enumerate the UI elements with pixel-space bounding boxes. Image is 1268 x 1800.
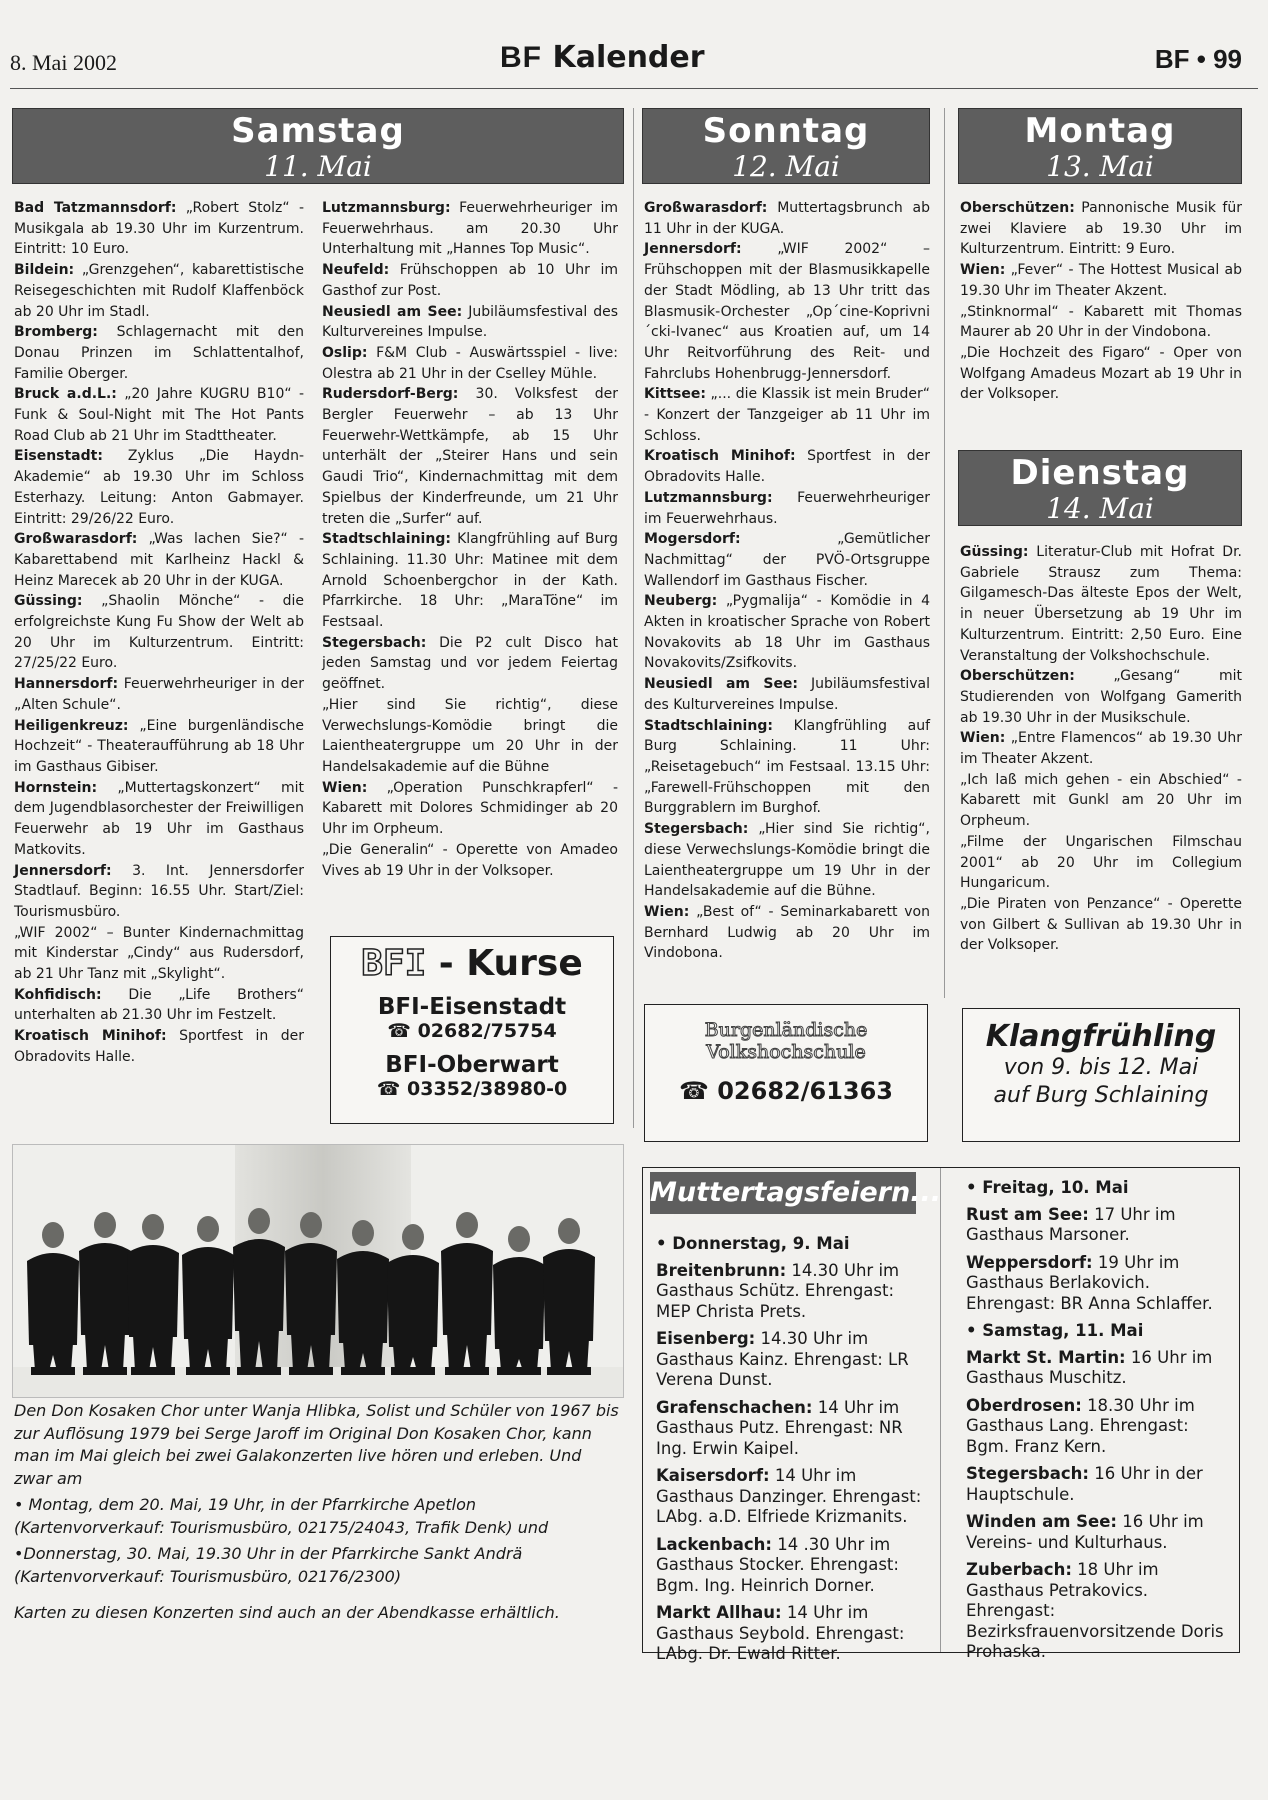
event-entry xyxy=(322,343,618,384)
event-place: Bruck a.d.L.: xyxy=(14,386,117,403)
event-text: „WIF 2002“ – Bunter Kindernachmittag mit Kinderstar „Cindy“ aus Rudersdorf, ab 21 Uhr Tanz mit „Skylight“. xyxy=(14,924,304,983)
caption-footer: Karten zu diesen Konzerten sind auch an der Abendkasse erhältlich. xyxy=(14,1603,560,1622)
event-entry xyxy=(960,894,1242,956)
event-place: Oberschützen: xyxy=(960,200,1075,216)
event-text: Sportfest in der Obradovits Halle. xyxy=(644,448,930,486)
event-text: „Muttertagskonzert“ mit dem Jugendblasorchester der Freiwilligen Feuerwehr ab 19 Uhr im Gasthaus Matkovits. xyxy=(14,779,305,858)
event-entry xyxy=(644,239,930,384)
event-text: 17 Uhr im Gasthaus Marsoner. xyxy=(966,1204,1176,1244)
banner-samstag xyxy=(12,108,624,184)
event-place: Wien: xyxy=(644,903,690,920)
event-text: 14.30 Uhr im Gasthaus Kainz. Ehrengast: LR Verena Dunst. xyxy=(656,1329,909,1389)
event-entry xyxy=(966,1348,1228,1389)
event-entry xyxy=(14,923,304,985)
event-entry xyxy=(656,1535,924,1597)
klang-dates: von 9. bis 12. Mai xyxy=(1003,1055,1199,1080)
event-entry xyxy=(322,695,618,778)
event-text: 18 Uhr im Gasthaus Petrakovics. Ehrengast: Bezirksfrauenvorsitzende Doris Prohaska. xyxy=(966,1560,1224,1661)
event-place: Markt Allhau: xyxy=(656,1603,782,1622)
date-heading: • Samstag, 11. Mai xyxy=(966,1321,1144,1340)
event-entry xyxy=(14,384,304,446)
bfi-city-eisenstadt: BFI-Eisenstadt xyxy=(377,994,567,1020)
event-entry xyxy=(14,1026,304,1067)
event-place: Großwarasdorf: xyxy=(644,200,768,216)
event-entry xyxy=(966,1464,1228,1505)
event-text: „Hier sind Sie richtig“, diese Verwechslungs-Komödie bringt die Laientheatergruppe um 19 Uhr in der Handelsakademie auf die Bühne. xyxy=(644,821,930,900)
event-place: Jennersdorf: xyxy=(14,862,112,879)
event-entry xyxy=(644,446,930,487)
issue-date: 8. Mai 2002 xyxy=(10,50,117,75)
event-entry xyxy=(656,1398,924,1460)
caption-text: Den Don Kosaken Chor unter Wanja Hlibka, Solist und Schüler von 1967 bis zur Auflösung 1979 bei Serge Jaroff im Original Don Kosaken Chor, kann man im Mai gleich bei zwei Galakonzerten live hören und erleben. Und zwar am xyxy=(14,1401,619,1488)
event-entry xyxy=(644,198,930,239)
event-place: Hannersdorf: xyxy=(14,676,119,693)
banner-day: Dienstag xyxy=(1010,453,1190,493)
event-place: Lutzmannsburg: xyxy=(644,489,773,506)
banner-date: 13. Mai xyxy=(1046,150,1154,183)
event-place: Kroatisch Minihof: xyxy=(14,1028,167,1045)
event-entry xyxy=(322,633,618,695)
page-number-value: 99 xyxy=(1213,44,1242,74)
event-entry xyxy=(14,446,304,529)
klang-title: Klangfrühling xyxy=(985,1019,1217,1054)
event-place: Oslip: xyxy=(322,344,368,361)
event-entry xyxy=(14,591,304,674)
event-place: Jennersdorf: xyxy=(644,241,742,258)
event-place: Neusiedl am See: xyxy=(322,303,463,320)
muttertag-column-rule xyxy=(940,1168,941,1652)
event-entry xyxy=(656,1466,924,1528)
event-text: Feuerwehrheuriger im Feuerwehrhaus. am 20.30 Uhr Unterhaltung mit „Hannes Top Music“. xyxy=(322,200,619,258)
event-place: Stegersbach: xyxy=(966,1464,1089,1483)
event-entry xyxy=(960,343,1242,405)
page-number xyxy=(1155,44,1242,75)
event-entry xyxy=(960,542,1242,666)
event-place: Neufeld: xyxy=(322,262,390,279)
vhs-name-line: Volkshochschule xyxy=(706,1041,866,1063)
banner-date: 14. Mai xyxy=(1046,492,1154,525)
event-text: 16 Uhr in der Hauptschule. xyxy=(966,1464,1203,1504)
event-place: Wien: xyxy=(322,779,368,796)
event-place: Mogersdorf: xyxy=(644,531,741,548)
banner-day: Montag xyxy=(1024,111,1176,151)
montag-column xyxy=(960,198,1242,405)
event-text: 14 Uhr im Gasthaus Putz. Ehrengast: NR Ing. Erwin Kaipel. xyxy=(656,1397,903,1458)
event-place: Rudersdorf-Berg: xyxy=(322,386,459,403)
event-text: 14.30 Uhr im Gasthaus Schütz. Ehrengast: MEP Christa Prets. xyxy=(656,1260,900,1321)
event-entry xyxy=(960,728,1242,769)
muttertag-title: Muttertagsfeiern... xyxy=(650,1172,916,1214)
event-place: Rust am See: xyxy=(966,1204,1089,1224)
event-text: 14 .30 Uhr im Gasthaus Stocker. Ehrengast: Bgm. Ing. Heinrich Dorner. xyxy=(656,1534,899,1595)
event-entry xyxy=(322,384,618,529)
event-entry xyxy=(14,260,304,322)
event-entry xyxy=(966,1205,1228,1246)
event-entry xyxy=(14,985,304,1026)
event-place: Großwarasdorf: xyxy=(14,531,138,548)
event-place: Stadtschlaining: xyxy=(644,717,773,734)
column-rule xyxy=(633,108,634,1128)
event-text: „Operation Punschkrapferl“ - Kabarett mit Dolores Schmidinger ab 20 Uhr im Orpheum. xyxy=(322,779,619,838)
muttertag-column-1 xyxy=(656,1228,924,1672)
event-text: „Shaolin Mönche“ - die erfolgreichste Kung Fu Show der Welt ab 20 Uhr im Kulturzentrum. Eintritt: 27/25/22 Euro. xyxy=(14,593,305,672)
event-place: Lackenbach: xyxy=(656,1534,772,1554)
event-place: Kaisersdorf: xyxy=(656,1466,770,1485)
event-text: 19 Uhr im Gasthaus Berlakovich. Ehrengast: BR Anna Schlaffer. xyxy=(966,1252,1213,1313)
photo-caption xyxy=(14,1400,624,1629)
event-text: Jubiläumsfestival des Kulturvereines Impulse. xyxy=(644,676,930,713)
event-entry xyxy=(14,716,304,778)
event-text: „Die Generalin“ - Operette von Amadeo Vives ab 19 Uhr in der Volksoper. xyxy=(322,841,618,879)
event-place: Weppersdorf: xyxy=(966,1252,1093,1272)
event-place: Kohfidisch: xyxy=(14,986,102,1003)
dienstag-column xyxy=(960,542,1242,956)
event-entry xyxy=(14,674,304,715)
event-text: „Stinknormal“ - Kabarett mit Thomas Maurer ab 20 Uhr in der Vindobona. xyxy=(960,303,1242,341)
phone-number: 02682/61363 xyxy=(717,1077,893,1105)
event-entry xyxy=(322,529,618,633)
event-text: 30. Volksfest der Bergler Feuerwehr – ab 13 Uhr Feuerwehr-Wettkämpfe, ab 15 Uhr unterhält der „Steirer Hans und sein Gaudi Trio“, Kindernachmittag mit dem Spielbus der Kinderfreunde, um 21 Uhr treten die „Surfer“ auf. xyxy=(322,386,618,527)
caption-bullet-apetlon: • Montag, dem 20. Mai, 19 Uhr, in der Pfarrkirche Apetlon (Kartenvorverkauf: Tourismusbüro, 02175/24043, Trafik Denk) und xyxy=(14,1495,549,1537)
event-text: „Was lachen Sie?“ - Kabarettabend mit Karlheinz Hackl & Heinz Marecek ab 20 Uhr in der KUGA. xyxy=(14,531,304,589)
event-place: Neusiedl am See: xyxy=(644,676,799,693)
event-entry xyxy=(656,1329,924,1391)
event-text: „WIF 2002“ – Frühschoppen mit der Blasmusikkapelle der Stadt Mödling, ab 13 Uhr tritt das Blasmusik-Orchester „Op´cine-Koprivni´cki-Ivanec“ aus Kroatien auf, um 14 Uhr Reitvorführung des Reit- und Fahrclubs Hohenbrugg-Jennersdorf. xyxy=(644,241,930,382)
event-text: „20 Jahre KUGRU B10“ - Funk & Soul-Night mit The Hot Pants Road Club ab 21 Uhr im Stadttheater. xyxy=(14,386,305,444)
event-place: Stegersbach: xyxy=(322,634,427,651)
event-entry xyxy=(966,1560,1228,1663)
event-text: 18.30 Uhr im Gasthaus Lang. Ehrengast: Bgm. Franz Kern. xyxy=(966,1395,1195,1456)
banner-day: Samstag xyxy=(231,111,405,151)
bfi-phone-oberwart xyxy=(331,1078,613,1100)
event-text: Muttertagsbrunch ab 11 Uhr in der KUGA. xyxy=(644,200,930,237)
event-place: Wien: xyxy=(960,262,1006,279)
event-place: Bromberg: xyxy=(14,324,98,341)
event-text: Die „Life Brothers“ unterhalten ab 21.30 Uhr im Festzelt. xyxy=(14,986,304,1024)
event-place: Winden am See: xyxy=(966,1512,1118,1531)
page-separator: • xyxy=(1196,44,1206,74)
event-entry xyxy=(960,302,1242,343)
event-place: Güssing: xyxy=(960,544,1029,560)
section-title-text: Kalender xyxy=(552,40,705,75)
event-text: „Gemütlicher Nachmittag“ der PVÖ-Ortsgruppe Wallendorf im Gasthaus Fischer. xyxy=(644,531,930,589)
event-place: Hornstein: xyxy=(14,779,98,796)
phone-number: 02682/75754 xyxy=(417,1020,557,1042)
event-entry xyxy=(644,591,930,674)
event-entry xyxy=(644,384,930,446)
date-heading: • Freitag, 10. Mai xyxy=(966,1178,1129,1197)
bf-logo: BF xyxy=(500,41,542,74)
banner-date: 12. Mai xyxy=(732,150,840,183)
event-text: Pannonische Musik für zwei Klaviere ab 19.30 Uhr im Kulturzentrum. Eintritt: 9 Euro. xyxy=(960,200,1242,258)
bfi-title xyxy=(331,943,613,984)
event-entry xyxy=(14,861,304,923)
event-entry xyxy=(322,778,618,840)
event-text: „Best of“ - Seminarkabarett von Bernhard Ludwig ab 20 Uhr im Vindobona. xyxy=(644,903,930,962)
event-text: Zyklus „Die Haydn-Akademie“ ab 19.30 Uhr im Schloss Esterhazy. Leitung: Anton Gabmayer. Eintritt: 29/26/22 Euro. xyxy=(14,448,304,527)
event-text: „Die Hochzeit des Figaro“ - Oper von Wolfgang Amadeus Mozart ab 19 Uhr in der Volksoper. xyxy=(960,344,1242,403)
event-place: Kittsee: xyxy=(644,386,706,403)
event-place: Markt St. Martin: xyxy=(966,1347,1126,1367)
event-entry xyxy=(322,840,618,881)
event-text: 16 Uhr im Gasthaus Muschitz. xyxy=(966,1347,1213,1387)
event-text: Feuerwehrheuriger in der „Alten Schule“. xyxy=(14,676,304,713)
date-heading: • Donnerstag, 9. Mai xyxy=(656,1234,850,1253)
choir-photo-image xyxy=(13,1145,623,1397)
choir-photo xyxy=(12,1144,624,1398)
banner-sonntag xyxy=(642,108,930,184)
event-entry xyxy=(960,666,1242,728)
event-place: Heiligenkreuz: xyxy=(14,717,129,734)
event-place: Wien: xyxy=(960,730,1006,747)
caption-bullet-sankt-andrae: •Donnerstag, 30. Mai, 19.30 Uhr in der Pfarrkirche Sankt Andrä (Kartenvorverkauf: Tourismusbüro, 02176/2300) xyxy=(14,1544,523,1586)
samstag-column-1 xyxy=(14,198,304,1068)
event-entry xyxy=(656,1261,924,1323)
event-text: „Grenzgehen“, kabarettistische Reisegeschichten mit Rudolf Klaffenböck ab 20 Uhr im Stadl. xyxy=(14,262,304,320)
event-text: F&M Club - Auswärtsspiel - live: Olestra ab 21 Uhr in der Cselley Mühle. xyxy=(322,344,619,382)
event-text: „... die Klassik ist mein Bruder“ - Konzert der Tanzgeiger ab 11 Uhr im Schloss. xyxy=(644,386,930,444)
banner-date: 11. Mai xyxy=(264,150,372,183)
samstag-column-2 xyxy=(322,198,618,881)
event-entry xyxy=(966,1512,1228,1553)
event-place: Kroatisch Minihof: xyxy=(644,448,796,465)
event-text: Sportfest in der Obradovits Halle. xyxy=(14,1028,304,1065)
klangfruehling-box xyxy=(962,1008,1240,1142)
telephone-icon: ☎ xyxy=(678,1077,718,1105)
event-place: Eisenstadt: xyxy=(14,448,103,465)
bf-logo-small: BF xyxy=(1154,44,1190,74)
event-text: Literatur-Club mit Hofrat Dr. Gabriele Strausz zum Thema: Gilgamesch-Das älteste Epos der Welt, in neuer Übersetzung ab 19 Uhr im Kulturzentrum. Eintritt: 2,50 Euro. Eine Veranstaltung der Volkshochschule. xyxy=(960,544,1242,664)
event-place: Stegersbach: xyxy=(644,821,749,838)
event-text: Jubiläumsfestival des Kulturvereines Impulse. xyxy=(322,303,618,341)
event-entry xyxy=(322,198,618,260)
muttertag-column-2 xyxy=(966,1172,1228,1670)
event-entry xyxy=(644,674,930,715)
event-place: Bad Tatzmannsdorf: xyxy=(14,200,177,216)
event-text: Frühschoppen ab 10 Uhr im Gasthof zur Post. xyxy=(322,262,619,299)
vhs-name-line: Burgenländische xyxy=(704,1019,868,1041)
banner-montag xyxy=(958,108,1242,184)
event-text: Feuerwehrheuriger im Feuerwehrhaus. xyxy=(644,489,930,527)
event-text: Die P2 cult Disco hat jeden Samstag und vor jedem Feiertag geöffnet. xyxy=(322,634,618,693)
section-title xyxy=(500,40,705,75)
event-entry xyxy=(14,198,304,260)
event-text: „Eine burgenländische Hochzeit“ - Theateraufführung ab 18 Uhr im Gasthaus Gibiser. xyxy=(14,717,304,775)
event-place: Oberschützen: xyxy=(960,668,1075,685)
event-entry xyxy=(966,1396,1228,1458)
event-entry xyxy=(960,832,1242,894)
vhs-phone xyxy=(645,1077,927,1105)
event-entry xyxy=(644,488,930,529)
event-entry xyxy=(322,302,618,343)
event-text: „Ich laß mich gehen - ein Abschied“ - Kabarett mit Gunkl am 20 Uhr im Orpheum. xyxy=(960,771,1242,830)
banner-dienstag xyxy=(958,450,1242,526)
event-text: 3. Int. Jennersdorfer Stadtlauf. Beginn: 16.55 Uhr. Start/Ziel: Tourismusbüro. xyxy=(14,862,305,920)
phone-number: 03352/38980-0 xyxy=(407,1078,568,1100)
event-place: Grafenschachen: xyxy=(656,1397,813,1417)
event-place: Oberdrosen: xyxy=(966,1395,1082,1415)
event-text: Schlagernacht mit den Donau Prinzen im Schlattentalhof, Familie Oberger. xyxy=(14,324,304,382)
event-entry xyxy=(644,716,930,820)
event-place: Eisenberg: xyxy=(656,1329,756,1348)
klang-location: auf Burg Schlaining xyxy=(993,1083,1209,1108)
event-text: 16 Uhr im Vereins- und Kulturhaus. xyxy=(966,1512,1204,1552)
event-text: 14 Uhr im Gasthaus Seybold. Ehrengast: LAbg. Dr. Ewald Ritter. xyxy=(656,1603,905,1663)
vhs-name xyxy=(645,1019,927,1063)
header-rule xyxy=(10,88,1258,89)
event-text: „Pygmalija“ - Komödie in 4 Akten in kroatischer Sprache von Robert Novakovits ab 18 Uhr im Gasthaus Novakovits/Zsifkovits. xyxy=(644,593,931,672)
event-text: Klangfrühling auf Burg Schlaining. 11 Uhr: „Reisetagebuch“ im Festsaal. 13.15 Uhr: „Farewell-Frühschoppen mit den Burggrablern im Burghof. xyxy=(644,717,930,817)
event-entry xyxy=(14,529,304,591)
event-place: Neuberg: xyxy=(644,593,718,610)
bfi-logo: BFI xyxy=(361,943,427,984)
bfi-ad-box xyxy=(330,936,614,1124)
bfi-phone-eisenstadt xyxy=(331,1020,613,1042)
event-entry xyxy=(322,260,618,301)
event-entry xyxy=(656,1603,924,1665)
event-text: „Robert Stolz“ - Musikgala ab 19.30 Uhr im Kurzentrum. Eintritt: 10 Euro. xyxy=(14,200,304,258)
banner-day: Sonntag xyxy=(702,111,870,151)
event-place: Güssing: xyxy=(14,593,83,610)
event-text: „Entre Flamencos“ ab 19.30 Uhr im Theater Akzent. xyxy=(960,730,1243,768)
event-entry xyxy=(960,770,1242,832)
event-entry xyxy=(14,778,304,861)
event-place: Zuberbach: xyxy=(966,1560,1072,1579)
event-text: „Gesang“ mit Studierenden von Wolfgang Gamerith ab 19.30 Uhr in der Musikschule. xyxy=(960,668,1242,726)
event-entry xyxy=(960,260,1242,301)
event-text: „Fever“ - The Hottest Musical ab 19.30 Uhr im Theater Akzent. xyxy=(960,262,1243,299)
event-entry xyxy=(644,819,930,902)
event-place: Breitenbrunn: xyxy=(656,1260,787,1280)
event-text: Klangfrühling auf Burg Schlaining. 11.30 Uhr: Matinee mit dem Arnold Schoenbergchor in der Kath. Pfarrkirche. 18 Uhr: „MaraTöne“ im Festsaal. xyxy=(322,531,618,631)
event-text: „Filme der Ungarischen Filmschau 2001“ ab 20 Uhr im Collegium Hungaricum. xyxy=(960,833,1242,892)
column-rule xyxy=(944,108,945,998)
event-entry xyxy=(960,198,1242,260)
bfi-city-oberwart: BFI-Oberwart xyxy=(385,1052,559,1078)
sonntag-column xyxy=(644,198,930,964)
event-text: „Hier sind Sie richtig“, diese Verwechslungs-Komödie bringt die Laientheatergruppe um 20 Uhr in der Handelsakademie auf die Bühne xyxy=(322,696,618,775)
bfi-title-text: - Kurse xyxy=(426,943,583,984)
event-place: Stadtschlaining: xyxy=(322,531,451,548)
event-entry xyxy=(14,322,304,384)
event-entry xyxy=(644,902,930,964)
telephone-icon: ☎ xyxy=(376,1078,408,1100)
telephone-icon: ☎ xyxy=(387,1020,418,1042)
event-place: Bildein: xyxy=(14,262,75,279)
event-text: „Die Piraten von Penzance“ - Operette von Gilbert & Sullivan ab 19.30 Uhr in der Volksoper. xyxy=(960,895,1242,954)
event-entry xyxy=(644,529,930,591)
event-text: 14 Uhr im Gasthaus Danzinger. Ehrengast: LAbg. a.D. Elfriede Krizmanits. xyxy=(656,1466,922,1526)
event-entry xyxy=(966,1253,1228,1315)
vhs-ad-box xyxy=(644,1004,928,1142)
event-place: Lutzmannsburg: xyxy=(322,200,451,216)
